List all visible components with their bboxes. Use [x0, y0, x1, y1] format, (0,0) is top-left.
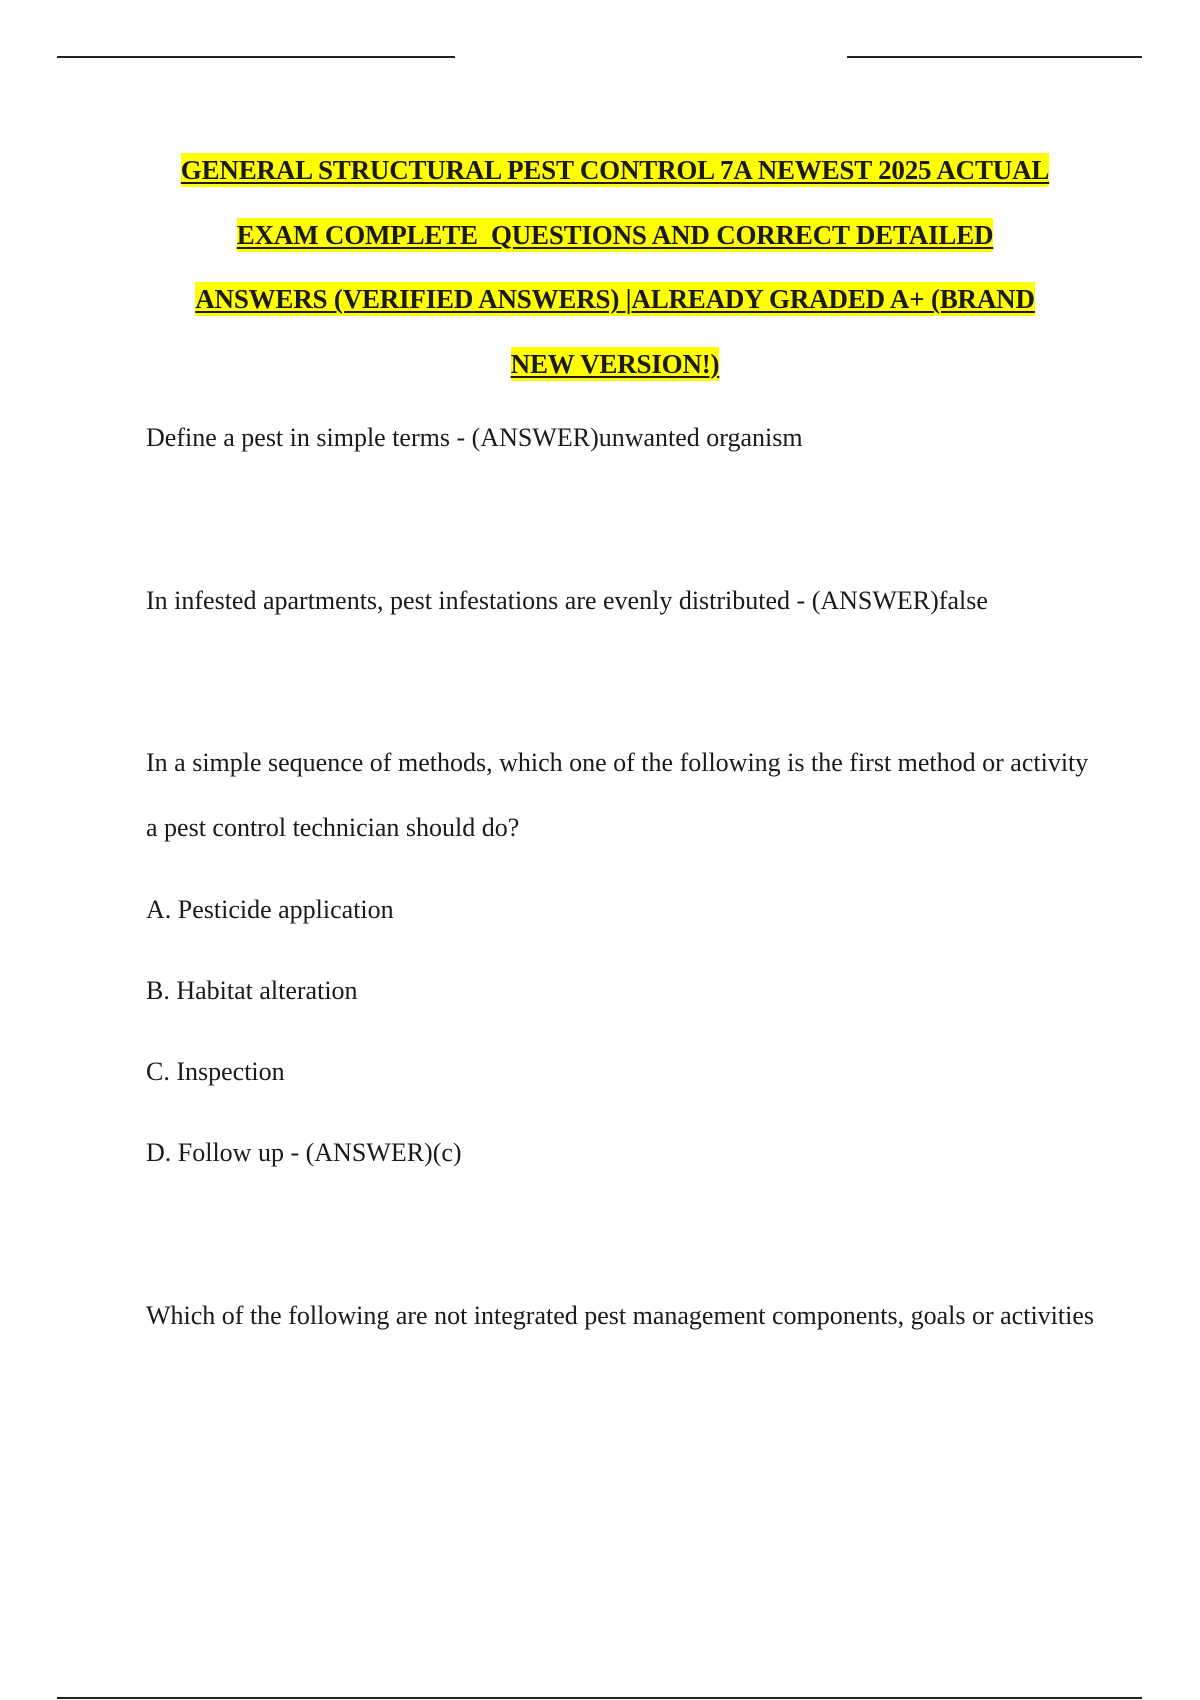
question-1: Define a pest in simple terms - (ANSWER)unwanted organism [146, 423, 803, 452]
option-d: D. Follow up - (ANSWER)(c) [146, 1138, 462, 1167]
option-a: A. Pesticide application [146, 895, 394, 924]
question-2: In infested apartments, pest infestations are evenly distributed - (ANSWER)false [146, 586, 988, 615]
question-3: In a simple sequence of methods, which one of the following is the first method or activity a pest control technician should do? [146, 748, 1089, 842]
footer-rule [57, 1697, 1142, 1699]
option-b: B. Habitat alteration [146, 976, 358, 1005]
document-title [120, 138, 1110, 396]
option-c: C. Inspection [146, 1057, 285, 1086]
title-line-1: GENERAL STRUCTURAL PEST CONTROL 7A NEWEST 2025 ACTUAL [180, 155, 1050, 185]
question-4: Which of the following are not integrated pest management components, goals or activities [146, 1301, 1094, 1330]
title-line-2: EXAM COMPLETE QUESTIONS AND CORRECT DETAILED [236, 219, 994, 250]
header-rule-left [57, 56, 455, 58]
title-line-3: ANSWERS (VERIFIED ANSWERS) |ALREADY GRADED A+ (BRAND [195, 284, 1035, 314]
header-rule-right [847, 56, 1142, 58]
title-line-4: NEW VERSION!) [510, 348, 720, 379]
